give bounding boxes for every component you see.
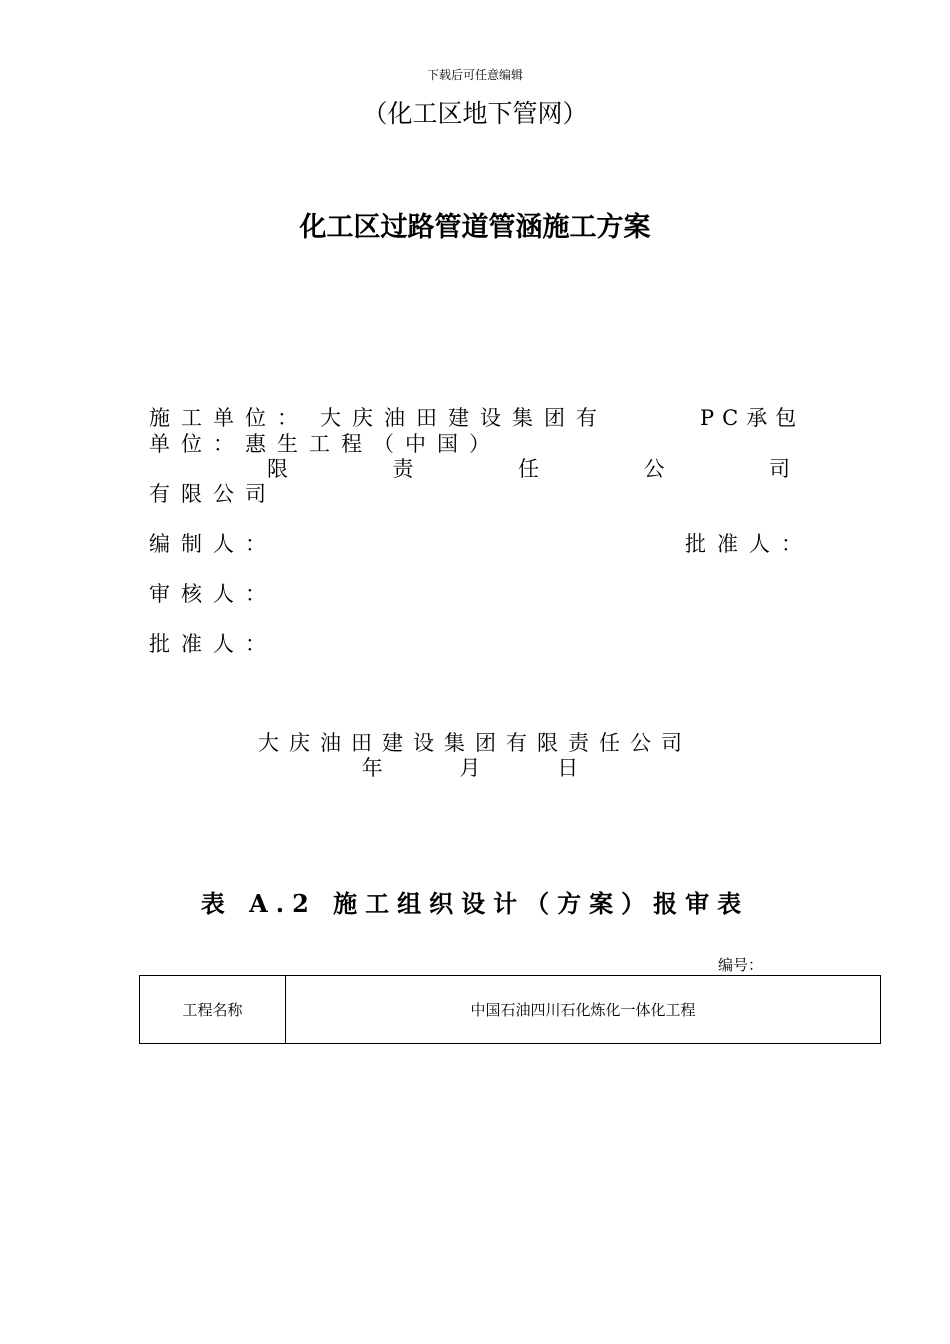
approver-right-label: 批准人： — [685, 532, 813, 556]
report-table — [139, 975, 881, 1044]
pc-contractor-label: PC承包 — [700, 406, 805, 430]
table-title: 表 A.2 施工组织设计（方案）报审表 — [200, 889, 750, 918]
construction-unit-char: 公 — [643, 457, 665, 481]
construction-unit-char: 限 — [267, 457, 288, 481]
header-note: 下载后可任意编辑 — [426, 68, 523, 82]
construction-unit-value: 大庆油田建设集团有 — [320, 406, 608, 430]
document-title: 化工区过路管道管涵施工方案 — [299, 212, 651, 243]
pc-contractor-line3: 有限公司 — [149, 482, 277, 506]
date-line: 年 月 日 — [361, 756, 589, 780]
construction-unit-char: 任 — [518, 457, 539, 481]
construction-unit-line2 — [267, 453, 790, 483]
compiler-label: 编制人： — [149, 532, 277, 556]
number-label: 编号： — [718, 956, 764, 974]
construction-unit-char: 责 — [392, 457, 414, 481]
approver-label: 批准人： — [149, 632, 277, 656]
project-name-label: 工程名称 — [140, 976, 286, 1044]
document-subtitle: （化工区地下管网） — [362, 99, 588, 128]
reviewer-label: 审核人： — [149, 582, 277, 606]
construction-unit-char: 司 — [769, 457, 790, 481]
construction-unit-label: 施工单位： — [149, 406, 309, 430]
pc-contractor-line2: 单位：惠生工程（中国） — [149, 432, 501, 456]
company-name: 大庆油田建设集团有限责任公司 — [258, 731, 692, 755]
table-row — [140, 976, 881, 1044]
project-name-value: 中国石油四川石化炼化一体化工程 — [286, 976, 881, 1044]
